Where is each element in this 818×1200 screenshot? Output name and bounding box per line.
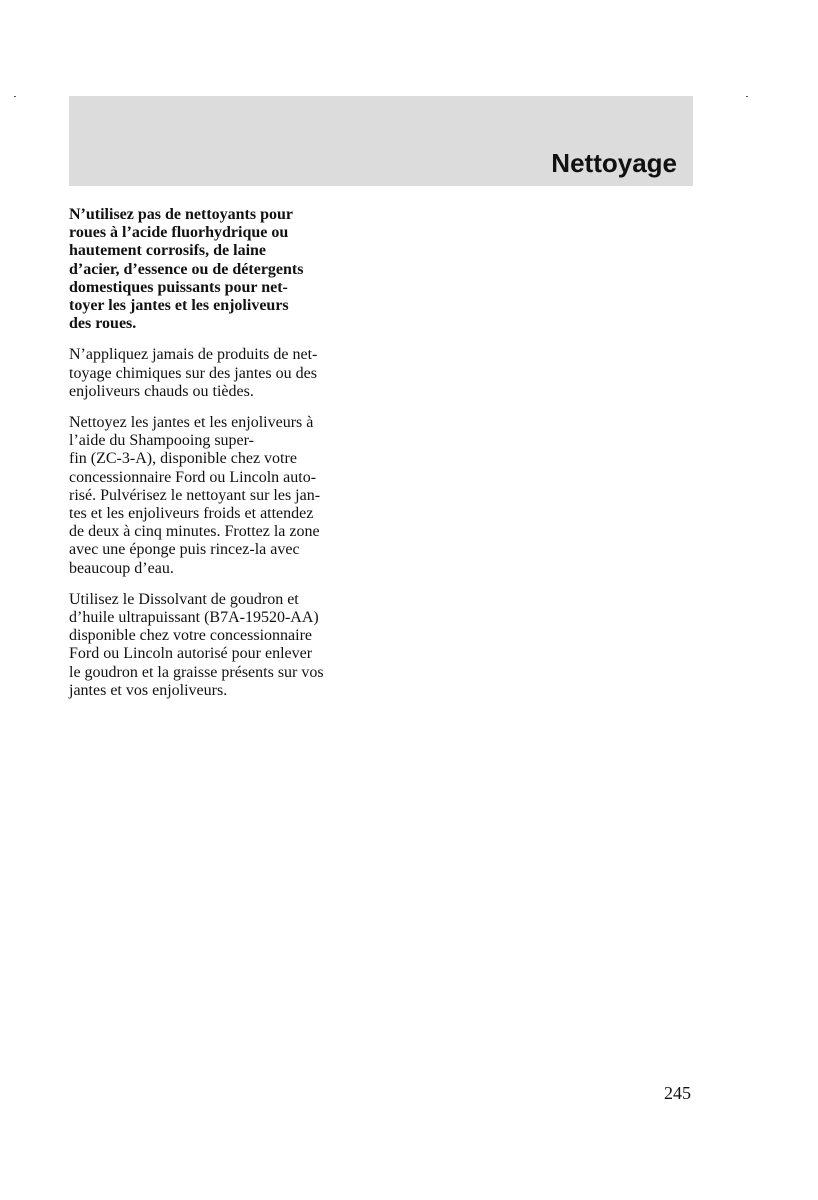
text-line: N’appliquez jamais de produits de net- (69, 346, 318, 364)
text-line: fin (ZC-3-A), disponible chez votre (69, 450, 297, 468)
text-line: l’aide du Shampooing super- (69, 432, 254, 450)
warning-paragraph (69, 206, 371, 333)
warning-line: des roues. (69, 315, 137, 333)
body-paragraph-2 (69, 414, 371, 578)
text-line: enjoliveurs chauds ou tièdes. (69, 382, 254, 400)
text-line: risé. Pulvérisez le nettoyant sur les jan- (69, 486, 321, 504)
text-line: toyage chimiques sur des jantes ou des (69, 364, 317, 382)
text-line: Nettoyez les jantes et les enjoliveurs à (69, 414, 314, 432)
text-line: jantes et vos enjoliveurs. (69, 681, 228, 699)
page-number: 245 (664, 1083, 691, 1103)
warning-line: roues à l’acide fluorhydrique ou (69, 224, 289, 242)
text-line: tes et les enjoliveurs froids et attendez (69, 505, 314, 523)
warning-line: N’utilisez pas de nettoyants pour (69, 206, 294, 223)
body-paragraph-3 (69, 591, 371, 700)
text-line: Utilisez le Dissolvant de goudron et (69, 590, 299, 608)
text-line: avec une éponge puis rincez-la avec (69, 541, 300, 559)
warning-line: domestiques puissants pour net- (69, 278, 288, 296)
text-line: le goudron et la graisse présents sur vos (69, 663, 324, 681)
body-paragraph-1 (69, 346, 371, 401)
text-line: de deux à cinq minutes. Frottez la zone (69, 523, 320, 541)
text-line: concessionnaire Ford ou Lincoln auto- (69, 468, 317, 486)
crop-mark-left (14, 96, 16, 97)
text-line: d’huile ultrapuissant (B7A-19520-AA) (69, 609, 319, 627)
warning-line: toyer les jantes et les enjoliveurs (69, 297, 289, 315)
page-content (69, 206, 371, 713)
warning-line: d’acier, d’essence ou de détergents (69, 260, 304, 278)
section-header-band (69, 96, 693, 186)
text-line: beaucoup d’eau. (69, 559, 174, 577)
section-title: Nettoyage (551, 148, 677, 178)
crop-mark-right (746, 96, 748, 97)
text-line: Ford ou Lincoln autorisé pour enlever (69, 645, 313, 663)
text-line: disponible chez votre concessionnaire (69, 627, 313, 645)
warning-line: hautement corrosifs, de laine (69, 242, 267, 260)
